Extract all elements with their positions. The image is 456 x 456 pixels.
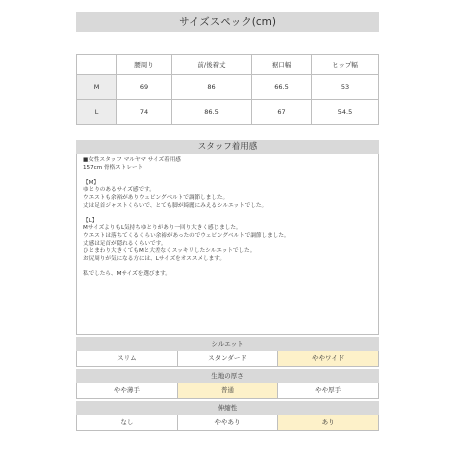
table-cell: 86: [172, 75, 252, 100]
table-row: [77, 100, 379, 125]
size-table-header-row: [77, 55, 379, 75]
rating-title: シルエット: [76, 337, 379, 351]
table-cell: 54.5: [312, 100, 379, 125]
staff-text-line: ウエストは落ちてくるくらい余裕があったのでウェビングベルトで調節しました。: [83, 232, 290, 239]
staff-text-line: ひとまわり大きくてもMと大差なくスッキリしたシルエットでした。: [83, 248, 256, 255]
rating-option: やや厚手: [278, 383, 378, 398]
table-row: [77, 75, 379, 100]
rating-silhouette: [76, 337, 379, 367]
column-header-hem-width: 裾口幅: [252, 55, 312, 75]
rating-option: ややあり: [178, 415, 279, 430]
staff-text-line: 丈感は足首が隠れるくらいです。: [83, 240, 167, 247]
staff-text-line: [83, 210, 372, 218]
staff-impression-title: スタッフ着用感: [76, 140, 379, 154]
staff-text-line: 私でしたら、Mサイズを選びます。: [83, 270, 171, 277]
rating-options: [76, 351, 379, 367]
table-cell: 69: [117, 75, 172, 100]
staff-text-line: ■女性スタッフ マルヤマ サイズ着用感: [83, 157, 181, 163]
size-spec-title: サイズスペック(cm): [76, 12, 379, 32]
table-cell: 53: [312, 75, 379, 100]
table-cell: 66.5: [252, 75, 312, 100]
rating-title: 生地の厚さ: [76, 369, 379, 383]
staff-impression-body: [76, 154, 379, 335]
staff-text-line: お尻周りが気になる方には、Lサイズをオススメします。: [83, 255, 226, 262]
rating-option: あり: [278, 415, 378, 430]
staff-text-line: ウエストも余裕がありウェビングベルトで調節しました。: [83, 194, 229, 201]
staff-text-line: [83, 172, 372, 180]
column-header-waist: 腰周り: [117, 55, 172, 75]
size-spec-table: [76, 54, 379, 125]
rating-option: 普通: [178, 383, 279, 398]
rating-option: やや薄手: [77, 383, 178, 398]
staff-text-line: 157cm 骨格ストレート: [83, 164, 144, 171]
size-label: M: [77, 75, 117, 100]
table-cell: 86.5: [172, 100, 252, 125]
size-table-corner: [77, 55, 117, 75]
column-header-hip-width: ヒップ幅: [312, 55, 379, 75]
rating-option: ややワイド: [278, 351, 378, 366]
rating-option: スタンダード: [178, 351, 279, 366]
staff-text-line: 【M】: [83, 179, 100, 186]
rating-stretch: [76, 401, 379, 431]
rating-title: 伸縮性: [76, 401, 379, 415]
rating-fabric-thickness: [76, 369, 379, 399]
staff-text-line: ゆとりのあるサイズ感です。: [83, 187, 155, 194]
rating-option: スリム: [77, 351, 178, 366]
table-cell: 67: [252, 100, 312, 125]
rating-options: [76, 415, 379, 431]
size-label: L: [77, 100, 117, 125]
table-cell: 74: [117, 100, 172, 125]
staff-text-line: [83, 263, 372, 271]
staff-text-line: MサイズよりもL気持ちゆとりがあり一回り大きく感じました。: [83, 225, 242, 232]
staff-text-line: 【L】: [83, 217, 98, 224]
column-header-length: 前/後着丈: [172, 55, 252, 75]
rating-option: なし: [77, 415, 178, 430]
rating-options: [76, 383, 379, 399]
staff-text-line: 丈は足首ジャストくらいで、とても脚が綺麗にみえるシルエットでした。: [83, 202, 268, 209]
